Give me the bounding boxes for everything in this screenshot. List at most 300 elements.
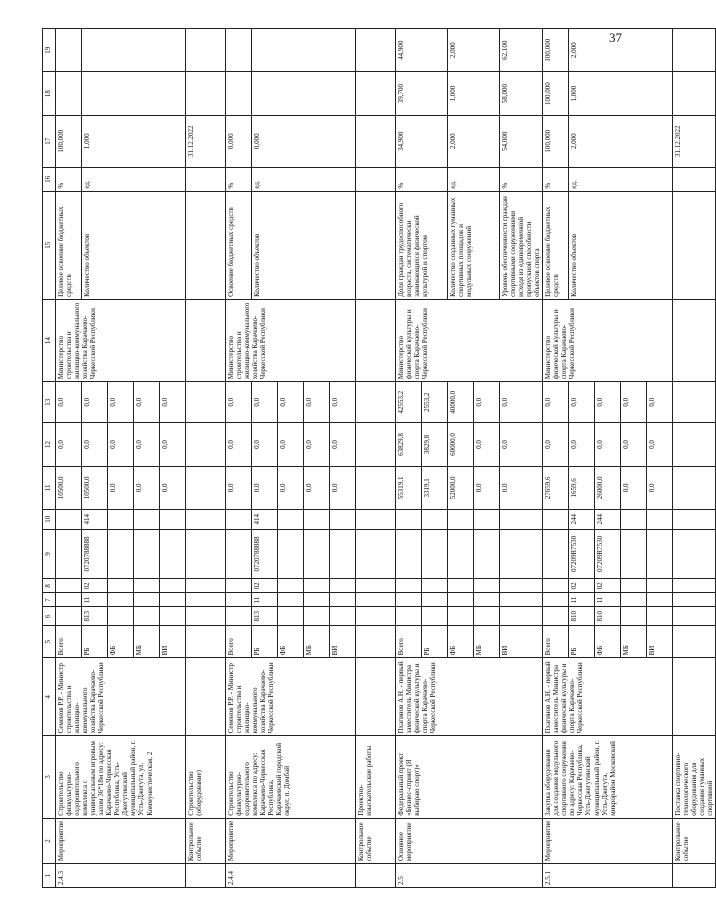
code-target-article: [304, 529, 330, 579]
column-number-2: 2: [43, 818, 56, 863]
column-number-3: 3: [43, 736, 56, 818]
code-grbs: [621, 607, 647, 625]
activity-row: [226, 29, 252, 888]
empty-cell: [356, 167, 396, 191]
code-subsection: [330, 579, 356, 593]
row-type: Мероприятие: [543, 818, 673, 863]
code-section: [226, 593, 252, 607]
code-subsection: [474, 579, 500, 593]
code-grbs: [543, 607, 569, 625]
indicator-unit: %: [56, 167, 82, 191]
code-expense-type: [448, 510, 474, 529]
amount-2024: 0,0: [474, 382, 500, 423]
funding-source: МБ: [474, 625, 500, 657]
row-type: Мероприятие: [226, 818, 356, 863]
column-number-8: 8: [43, 579, 56, 593]
empty-cell: [186, 382, 226, 423]
code-section: [278, 593, 304, 607]
amount-2024: 0,0: [160, 382, 186, 423]
amount-2024: 0,0: [252, 382, 278, 423]
amount-2024: 0,0: [134, 382, 160, 423]
amount-2022: 0,0: [108, 466, 134, 509]
code-expense-type: [500, 510, 543, 529]
code-subsection: 02: [595, 579, 621, 593]
code-subsection: [396, 579, 422, 593]
funding-source: Всего: [396, 625, 422, 657]
empty-cell: [673, 529, 716, 579]
row-name: Строительство физкультурно-оздоровительного комплекса по адресу: Карачаево-Черкесская Республика, Карачаевский городской округ, п. Домбай: [226, 736, 356, 818]
executor: Министерство физической культуры и спорта Карачаево-Черкесской Республики: [396, 299, 543, 381]
empty-cell: [186, 579, 226, 593]
indicator-name: Целевое освоение бюджетных средств: [56, 191, 82, 299]
code-expense-type: [621, 510, 647, 529]
empty-cell: [186, 625, 226, 657]
amount-2023: 0,0: [543, 423, 569, 466]
code-target-article: [500, 529, 543, 579]
indicator-value-2022: 0,000: [252, 115, 356, 167]
indicator-value-2022: 1,000: [82, 115, 186, 167]
empty-cell: [186, 593, 226, 607]
indicator-unit: %: [500, 167, 543, 191]
empty-cell: [186, 466, 226, 509]
code-grbs: [226, 607, 252, 625]
indicator-value-2024: 62,100: [500, 29, 543, 72]
page-number: 37: [609, 30, 622, 45]
code-subsection: [621, 579, 647, 593]
indicator-value-2024: 44,900: [396, 29, 448, 72]
control-date: [356, 115, 396, 167]
code-grbs: 810: [569, 607, 595, 625]
column-number-13: 13: [43, 382, 56, 423]
empty-cell: [356, 423, 396, 466]
amount-2023: 0,0: [226, 423, 252, 466]
code-target-article: 0720788888: [82, 529, 108, 579]
amount-2022: 0,0: [278, 466, 304, 509]
row-id: 2.4.3: [56, 864, 186, 888]
code-grbs: [647, 607, 673, 625]
code-expense-type: [134, 510, 160, 529]
indicator-name: Уровень обеспеченности граждан спортивными сооружениями исходя из единовременной пропускной способности объектов спорта: [500, 191, 543, 299]
code-target-article: 0720788888: [252, 529, 278, 579]
indicator-value-2024: [56, 29, 82, 72]
amount-2023: 60000,0: [448, 423, 474, 466]
row-name: Проектно-изыскательские работы: [356, 736, 396, 818]
column-number-7: 7: [43, 593, 56, 607]
indicator-unit: ед.: [252, 167, 356, 191]
column-number-9: 9: [43, 529, 56, 579]
code-expense-type: 244: [569, 510, 595, 529]
empty-cell: [356, 466, 396, 509]
code-target-article: [330, 529, 356, 579]
empty-cell: [673, 191, 716, 299]
activity-row: [396, 29, 422, 888]
row-id: 2.5.1: [543, 864, 673, 888]
code-subsection: 02: [569, 579, 595, 593]
column-number-19: 19: [43, 29, 56, 72]
column-number-16: 16: [43, 167, 56, 191]
funding-source: ФБ: [108, 625, 134, 657]
empty-cell: [673, 466, 716, 509]
code-section: [134, 593, 160, 607]
column-number-17: 17: [43, 115, 56, 167]
code-subsection: [543, 579, 569, 593]
indicator-value-2023: 1,000: [448, 72, 500, 115]
indicator-value-2024: 2,000: [448, 29, 500, 72]
code-expense-type: [160, 510, 186, 529]
code-expense-type: [108, 510, 134, 529]
row-type: Основное мероприятие: [396, 818, 543, 863]
code-grbs: [304, 607, 330, 625]
row-responsible: [186, 658, 226, 736]
indicator-value-2023: [82, 72, 186, 115]
empty-cell: [673, 299, 716, 381]
empty-cell: [356, 29, 396, 72]
indicator-unit: ед.: [448, 167, 500, 191]
empty-cell: [186, 423, 226, 466]
code-target-article: [474, 529, 500, 579]
amount-2023: 63829,8: [396, 423, 422, 466]
amount-2023: 0,0: [500, 423, 543, 466]
code-subsection: [160, 579, 186, 593]
code-subsection: [108, 579, 134, 593]
amount-2023: 0,0: [134, 423, 160, 466]
row-responsible: [673, 658, 716, 736]
column-number-15: 15: [43, 191, 56, 299]
control-event-row: [186, 29, 226, 888]
amount-2024: 0,0: [595, 382, 621, 423]
code-section: [304, 593, 330, 607]
amount-2024: 0,0: [226, 382, 252, 423]
code-target-article: [108, 529, 134, 579]
amount-2024: 0,0: [108, 382, 134, 423]
code-grbs: [500, 607, 543, 625]
amount-2022: 1659,6: [569, 466, 595, 509]
indicator-value-2023: 100,000: [543, 72, 569, 115]
indicator-value-2024: 100,000: [543, 29, 569, 72]
column-number-4: 4: [43, 658, 56, 736]
code-target-article: [448, 529, 474, 579]
amount-2023: 0,0: [160, 423, 186, 466]
indicator-value-2022: 2,000: [569, 115, 673, 167]
code-grbs: 810: [595, 607, 621, 625]
code-expense-type: [396, 510, 422, 529]
empty-cell: [356, 191, 396, 299]
code-target-article: [422, 529, 448, 579]
code-grbs: [396, 607, 422, 625]
code-grbs: [448, 607, 474, 625]
code-subsection: [56, 579, 82, 593]
indicator-value-2022: 0,000: [226, 115, 252, 167]
code-section: [56, 593, 82, 607]
funding-source: ВИ: [647, 625, 673, 657]
indicator-name: Количество объектов: [252, 191, 356, 299]
funding-source: Всего: [226, 625, 252, 657]
row-name: Строительство физкультурно-оздоровительного комплекса с универсальным игровым залом 36*18м по адресу: Карачаево-Черкесская Республика, Усть-Джегутинский муниципальный район, г. Усть-Джегута, ул. Коммунистическая, 2: [56, 736, 186, 818]
code-section: [647, 593, 673, 607]
row-responsible: Пхагинов А.Н. - первый заместитель Министра физической культуры и спорта Карачаево-Черкесской Республики: [543, 658, 673, 736]
amount-2024: 40000,0: [448, 382, 474, 423]
row-name: Строительство (оборудование): [186, 736, 226, 818]
amount-2022: 0,0: [500, 466, 543, 509]
code-target-article: 07209R7530: [595, 529, 621, 579]
row-type: Контрольное событие: [356, 818, 396, 863]
executor: Министерство физической культуры и спорта Карачаево-Черкесской Республики: [543, 299, 673, 381]
amount-2024: 0,0: [278, 382, 304, 423]
amount-2023: 0,0: [569, 423, 595, 466]
row-responsible: Семенов Р.Р. - Министр строительства и жилищно-коммунального хозяйства Карачаево-Черкесской Республики: [56, 658, 186, 736]
code-subsection: 02: [252, 579, 278, 593]
amount-2024: 0,0: [569, 382, 595, 423]
funding-source: Всего: [543, 625, 569, 657]
empty-cell: [356, 72, 396, 115]
code-section: 11: [82, 593, 108, 607]
code-grbs: [160, 607, 186, 625]
funding-source: ФБ: [448, 625, 474, 657]
control-date: 31.12.2022: [186, 115, 226, 167]
empty-cell: [186, 510, 226, 529]
funding-source: МБ: [621, 625, 647, 657]
amount-2022: 27659,6: [543, 466, 569, 509]
amount-2023: 0,0: [621, 423, 647, 466]
code-subsection: [422, 579, 448, 593]
code-grbs: [108, 607, 134, 625]
program-table: [42, 28, 716, 888]
indicator-value-2024: [252, 29, 356, 72]
code-target-article: [621, 529, 647, 579]
code-subsection: [448, 579, 474, 593]
code-grbs: [330, 607, 356, 625]
amount-2022: 26000,0: [595, 466, 621, 509]
control-date: 31.12.2022: [673, 115, 716, 167]
indicator-value-2023: [226, 72, 252, 115]
row-responsible: [356, 658, 396, 736]
code-expense-type: [304, 510, 330, 529]
row-type: Мероприятие: [56, 818, 186, 863]
indicator-value-2024: [226, 29, 252, 72]
code-target-article: [56, 529, 82, 579]
amount-2024: 0,0: [330, 382, 356, 423]
column-number-12: 12: [43, 423, 56, 466]
row-id: [356, 864, 396, 888]
funding-source: Всего: [56, 625, 82, 657]
code-section: [330, 593, 356, 607]
indicator-name: Количество объектов: [82, 191, 186, 299]
column-number-11: 11: [43, 466, 56, 509]
amount-2023: 0,0: [108, 423, 134, 466]
code-section: [422, 593, 448, 607]
activity-row: [56, 29, 82, 888]
code-grbs: [474, 607, 500, 625]
empty-cell: [356, 593, 396, 607]
empty-cell: [186, 191, 226, 299]
empty-cell: [673, 510, 716, 529]
code-expense-type: [278, 510, 304, 529]
amount-2023: 0,0: [278, 423, 304, 466]
empty-cell: [356, 529, 396, 579]
empty-cell: [673, 72, 716, 115]
code-target-article: [160, 529, 186, 579]
empty-cell: [673, 423, 716, 466]
empty-cell: [673, 593, 716, 607]
indicator-unit: %: [543, 167, 569, 191]
row-name: Федеральный проект «Бизнес-спринт (Я выбираю спорт)»: [396, 736, 543, 818]
amount-2023: 0,0: [304, 423, 330, 466]
code-section: [621, 593, 647, 607]
indicator-value-2023: [252, 72, 356, 115]
empty-cell: [673, 382, 716, 423]
indicator-name: Количество созданных гуманных спортивных площадок и модульных сооружений: [448, 191, 500, 299]
code-section: [160, 593, 186, 607]
empty-cell: [673, 167, 716, 191]
code-expense-type: [422, 510, 448, 529]
code-grbs: [422, 607, 448, 625]
empty-cell: [186, 607, 226, 625]
row-id: [186, 864, 226, 888]
row-id: 2.5: [396, 864, 543, 888]
code-expense-type: [226, 510, 252, 529]
empty-cell: [673, 607, 716, 625]
indicator-name: Доля граждан трудоспособного возраста, систематически занимающихся физической культурой и спортом: [396, 191, 448, 299]
empty-cell: [186, 29, 226, 72]
column-number-6: 6: [43, 607, 56, 625]
amount-2022: 10500,0: [82, 466, 108, 509]
indicator-value-2022: 34,900: [396, 115, 448, 167]
indicator-name: Освоение бюджетных средств: [226, 191, 252, 299]
code-target-article: [543, 529, 569, 579]
amount-2022: 0,0: [330, 466, 356, 509]
code-expense-type: 244: [595, 510, 621, 529]
column-number-1: 1: [43, 864, 56, 888]
indicator-value-2023: 58,000: [500, 72, 543, 115]
row-name: Поставка спортивно-технологического оборудования для создания гуманных спортивной: [673, 736, 716, 818]
indicator-unit: %: [226, 167, 252, 191]
row-name: Закупка оборудования для создания модульного спортивного сооружения по адресу: Карачаево-Черкесская Республика, Усть-Джегутинский муниципальный район, г. Усть-Джегута, микрорайон Московский: [543, 736, 673, 818]
amount-2024: 0,0: [621, 382, 647, 423]
code-grbs: [134, 607, 160, 625]
amount-2023: 0,0: [595, 423, 621, 466]
row-responsible: Пхагинов А.Н. - первый заместитель Министра физической культуры и спорта Карачаево-Черкесской Республики: [396, 658, 543, 736]
amount-2024: 0,0: [543, 382, 569, 423]
code-expense-type: [647, 510, 673, 529]
control-event-row: [356, 29, 396, 888]
amount-2022: 0,0: [160, 466, 186, 509]
empty-cell: [186, 167, 226, 191]
code-target-article: 07209R7530: [569, 529, 595, 579]
code-expense-type: [56, 510, 82, 529]
empty-cell: [356, 299, 396, 381]
activity-row: [543, 29, 569, 888]
row-id: 2.4.4: [226, 864, 356, 888]
code-section: 11: [595, 593, 621, 607]
amount-2023: 0,0: [82, 423, 108, 466]
row-id: [673, 864, 716, 888]
amount-2022: 0,0: [226, 466, 252, 509]
code-section: [448, 593, 474, 607]
code-target-article: [278, 529, 304, 579]
amount-2022: 10500,0: [56, 466, 82, 509]
amount-2022: 55319,1: [396, 466, 422, 509]
code-subsection: [134, 579, 160, 593]
row-type: Контрольное событие: [673, 818, 716, 863]
amount-2024: 2553,2: [422, 382, 448, 423]
empty-cell: [186, 299, 226, 381]
indicator-unit: ед.: [82, 167, 186, 191]
amount-2024: 42553,2: [396, 382, 422, 423]
code-target-article: [134, 529, 160, 579]
amount-2022: 0,0: [474, 466, 500, 509]
empty-cell: [673, 625, 716, 657]
empty-cell: [186, 72, 226, 115]
funding-source: МБ: [304, 625, 330, 657]
indicator-unit: %: [396, 167, 448, 191]
column-number-row: [43, 29, 56, 888]
code-target-article: [647, 529, 673, 579]
indicator-value-2024: [82, 29, 186, 72]
code-target-article: [396, 529, 422, 579]
indicator-name: Количество объектов: [569, 191, 673, 299]
amount-2023: 0,0: [252, 423, 278, 466]
code-expense-type: 414: [82, 510, 108, 529]
indicator-value-2023: [56, 72, 82, 115]
code-section: 11: [252, 593, 278, 607]
code-subsection: [304, 579, 330, 593]
code-section: [500, 593, 543, 607]
funding-source: РБ: [252, 625, 278, 657]
indicator-value-2024: 2,000: [569, 29, 673, 72]
amount-2022: 0,0: [621, 466, 647, 509]
indicator-value-2022: 100,000: [543, 115, 569, 167]
code-expense-type: [543, 510, 569, 529]
code-grbs: [56, 607, 82, 625]
empty-cell: [673, 29, 716, 72]
funding-source: ФБ: [278, 625, 304, 657]
code-subsection: [647, 579, 673, 593]
code-expense-type: [330, 510, 356, 529]
amount-2023: 3829,8: [422, 423, 448, 466]
funding-source: РБ: [569, 625, 595, 657]
amount-2024: 0,0: [56, 382, 82, 423]
amount-2022: 0,0: [252, 466, 278, 509]
empty-cell: [186, 529, 226, 579]
amount-2024: 0,0: [304, 382, 330, 423]
amount-2022: 0,0: [304, 466, 330, 509]
amount-2024: 0,0: [647, 382, 673, 423]
empty-cell: [356, 625, 396, 657]
row-type: Контрольное событие: [186, 818, 226, 863]
code-section: [396, 593, 422, 607]
indicator-value-2022: 100,000: [56, 115, 82, 167]
column-number-10: 10: [43, 510, 56, 529]
amount-2022: 0,0: [134, 466, 160, 509]
code-section: [474, 593, 500, 607]
empty-cell: [356, 579, 396, 593]
executor: Министерство строительства и жилищно-коммунального хозяйства Карачаево-Черкесской Республики: [56, 299, 186, 381]
funding-source: ВИ: [500, 625, 543, 657]
code-expense-type: [474, 510, 500, 529]
row-responsible: Семенов Р.Р. - Министр строительства и жилищно-коммунального хозяйства Карачаево-Черкесской Республики: [226, 658, 356, 736]
amount-2023: 0,0: [474, 423, 500, 466]
funding-source: РБ: [82, 625, 108, 657]
funding-source: ВИ: [160, 625, 186, 657]
funding-source: ВИ: [330, 625, 356, 657]
empty-cell: [673, 579, 716, 593]
code-section: [108, 593, 134, 607]
indicator-unit: ед.: [569, 167, 673, 191]
empty-cell: [356, 382, 396, 423]
code-subsection: [226, 579, 252, 593]
amount-2023: 0,0: [56, 423, 82, 466]
indicator-name: Целевое освоение бюджетных средств: [543, 191, 569, 299]
